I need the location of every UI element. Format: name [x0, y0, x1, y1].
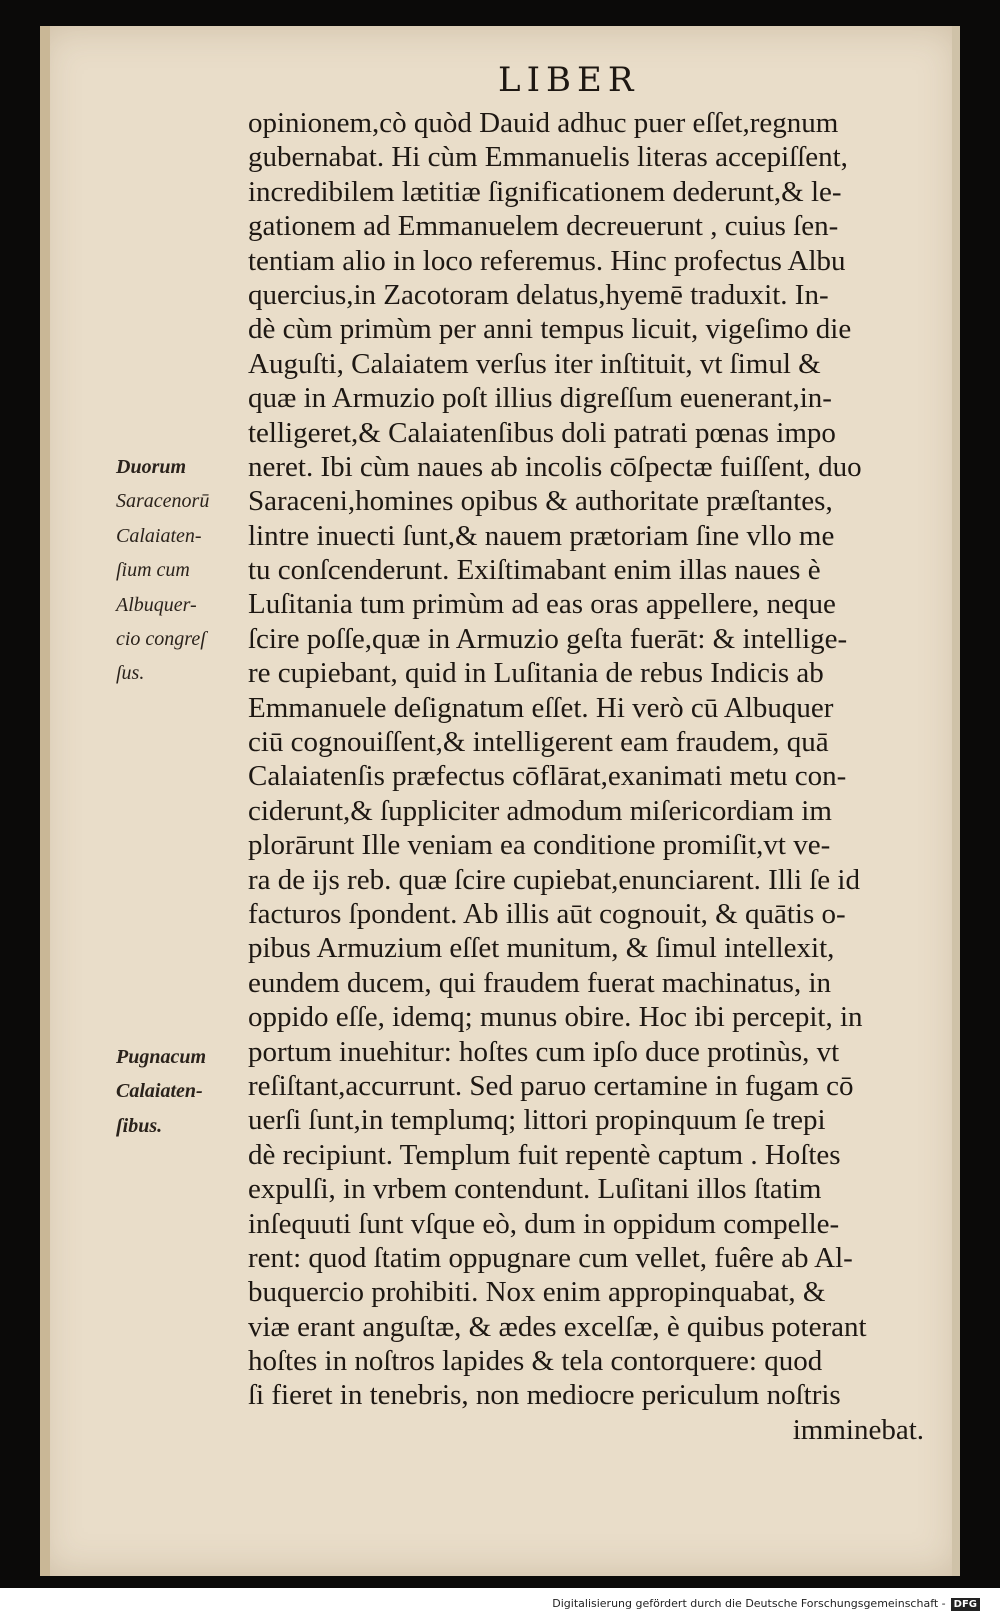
text-line: Saraceni,homines opibus & authoritate præſtantes,	[248, 485, 833, 518]
funding-credit: Digitalisierung gefördert durch die Deutsche Forschungsgemeinschaft -	[552, 1597, 946, 1610]
text-line: expulſi, in vrbem contendunt. Luſitani illos ſtatim	[248, 1173, 822, 1206]
margin-note-line: Pugnacum	[116, 1046, 207, 1068]
text-line: rent: quod ſtatim oppugnare cum vellet, fuêre ab Al-	[248, 1241, 853, 1274]
text-line: Auguſti, Calaiatem verſus iter inſtituit, vt ſimul &	[248, 347, 821, 380]
text-line: reſiſtant,accurrunt. Sed paruo certamine in fugam cō	[248, 1069, 854, 1102]
margin-note-line: ſus.	[116, 662, 145, 685]
text-line: Luſitania tum primùm ad eas oras appellere, neque	[248, 588, 836, 621]
text-line: ſcire poſſe,quæ in Armuzio geſta fuerāt: & intellige-	[248, 622, 848, 655]
text-line: ſi fieret in tenebris, non mediocre periculum noſtris	[248, 1379, 841, 1412]
text-line: incredibilem lætitiæ ſignificationem dederunt,& le-	[248, 175, 842, 208]
text-line: tentiam alio in loco referemus. Hinc profectus Albu	[248, 244, 846, 277]
text-line: inſequuti ſunt vſque eò, dum in oppidum compelle-	[248, 1207, 840, 1240]
text-line: ciū cognouiſſent,& intelligerent eam fraudem, quā	[248, 726, 829, 759]
text-line: Calaiatenſis præfectus cōflārat,exanimati metu con-	[248, 760, 847, 793]
text-line: ra de iјs reb. quæ ſcire cupiebat,enunciarent. Illi ſe id	[248, 863, 860, 896]
book-page	[40, 26, 960, 1576]
margin-note-line: ſibus.	[116, 1114, 163, 1137]
margin-note-battle	[116, 1040, 246, 1143]
margin-note-line: Albuquer-	[116, 593, 197, 616]
text-line: plorārunt Ille veniam ea conditione promiſit,vt ve-	[248, 829, 831, 862]
page-fore-edge	[952, 26, 960, 1576]
dfg-logo-icon: DFG	[951, 1598, 980, 1611]
text-line: quæ in Armuzio poſt illius digreſſum euenerant,in-	[248, 382, 832, 415]
text-line: ciderunt,& ſuppliciter admodum miſericordiam im	[248, 794, 832, 827]
margin-note-line: Calaiaten-	[116, 524, 202, 547]
digitization-footer	[552, 1597, 980, 1611]
margin-note-line: cio congreſ	[116, 627, 206, 650]
margin-note-line: Saracenorū	[116, 490, 210, 513]
text-line: pibus Armuzium eſſet munitum, & ſimul intellexit,	[248, 932, 835, 965]
text-line: telligeret,& Calaiatenſibus doli patrati pœnas impo	[248, 416, 836, 449]
text-line: lintre inuecti ſunt,& nauem prætoriam ſine vllo me	[248, 519, 835, 552]
text-line-final: imminebat.	[792, 1413, 924, 1446]
margin-note-line: ſium cum	[116, 559, 190, 582]
margin-note-line: Calaiaten-	[116, 1080, 203, 1103]
text-line: eundem ducem, qui fraudem fuerat machinatus, in	[248, 966, 832, 999]
text-line: re cupiebant, quid in Luſitania de rebus Indicis ab	[248, 657, 824, 690]
text-line: Emmanuele deſignatum eſſet. Hi verò cū Albuquer	[248, 691, 834, 724]
text-line: tu conſcenderunt. Exiſtimabant enim illas naues è	[248, 554, 821, 587]
text-line: neret. Ibi cùm naues ab incolis cōſpectæ fuiſſent, duo	[248, 450, 862, 483]
running-head: LIBER	[498, 60, 640, 100]
text-line: facturos ſpondent. Ab illis aūt cognouit, & quātis o-	[248, 897, 846, 930]
margin-note-line: Duorum	[116, 456, 187, 478]
text-line: dè cùm primùm per anni tempus licuit, vigeſimo die	[248, 313, 852, 346]
text-line: dè recipiunt. Templum fuit repentè captum . Hoſtes	[248, 1138, 841, 1171]
margin-note-saracens-meeting	[116, 450, 246, 691]
text-line: opinionem,cò quòd Dauid adhuc puer eſſet,regnum	[248, 107, 839, 139]
text-line: gubernabat. Hi cùm Emmanuelis literas accepiſſent,	[248, 141, 848, 174]
page-gutter-edge	[40, 26, 50, 1576]
text-line: hoſtes in noſtros lapides & tela contorquere: quod	[248, 1345, 823, 1378]
text-line: buquercio prohibiti. Nox enim appropinquabat, &	[248, 1276, 826, 1309]
body-text	[248, 106, 924, 1447]
text-line: portum inuehitur: hoſtes cum ipſo duce protinùs, vt	[248, 1035, 840, 1068]
text-line: uerſi ſunt,in templumq; littori propinquum ſe trepi	[248, 1104, 826, 1137]
text-line: viæ erant anguſtæ, & ædes excelſæ, è quibus poterant	[248, 1310, 867, 1343]
text-line: oppido eſſe, idemq; munus obire. Hoc ibi percepit, in	[248, 1001, 863, 1034]
text-line: gationem ad Emmanuelem decreuerunt , cuius ſen-	[248, 210, 839, 243]
text-line: quercius,in Zacotoram delatus,hyemē traduxit. In-	[248, 278, 829, 311]
